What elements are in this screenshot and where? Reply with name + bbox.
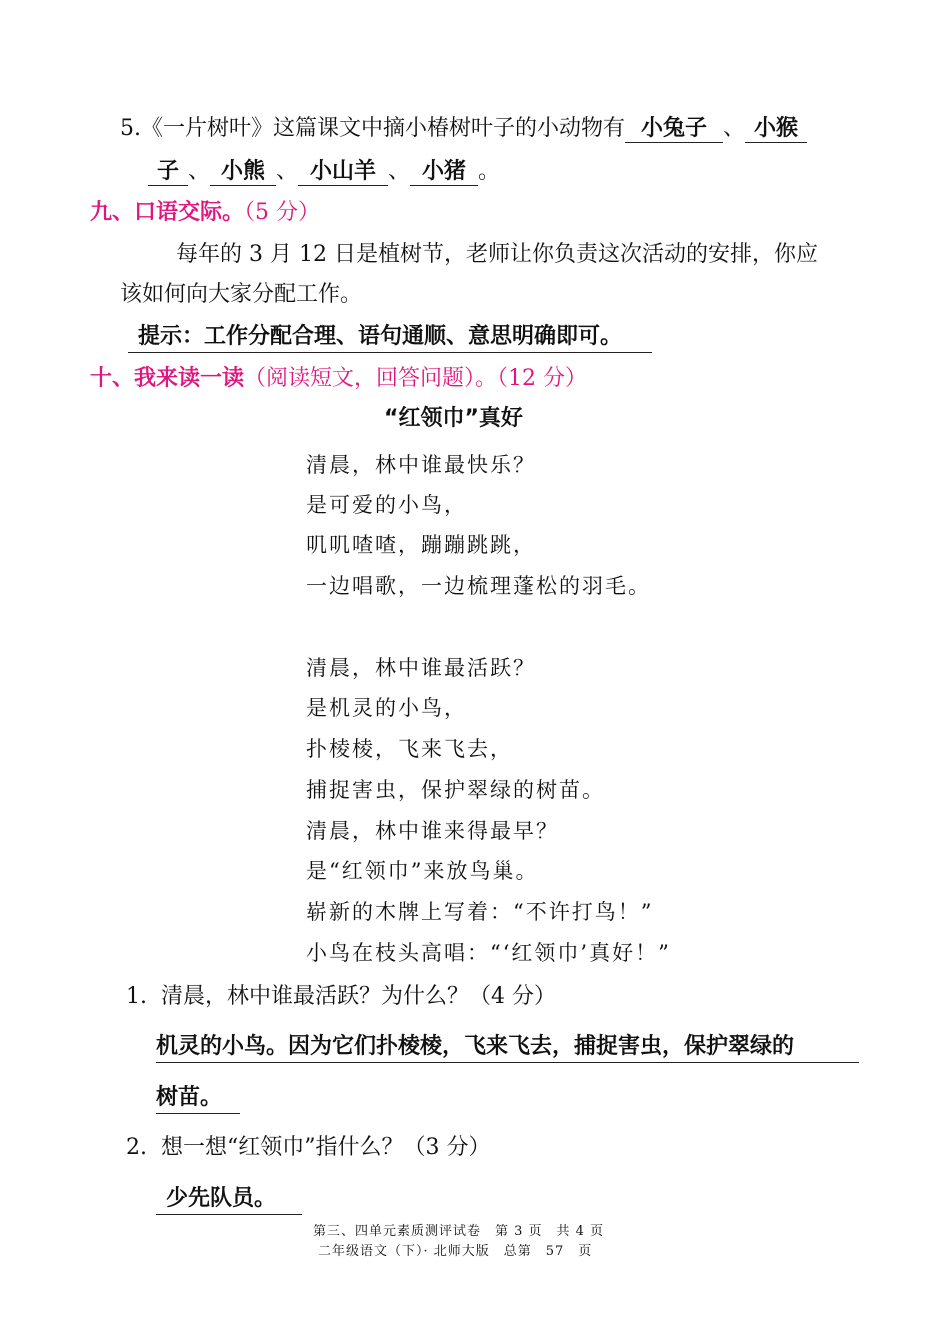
- question-2-answer: 少先队员。: [156, 1184, 302, 1215]
- poem-line: 叽叽喳喳，蹦蹦跳跳，: [306, 533, 536, 557]
- q5-blank-3: 小熊: [210, 159, 276, 186]
- q5-separator: 、: [723, 116, 746, 141]
- poem-title: “红领巾”真好: [384, 406, 523, 431]
- question-2-number: 2.: [126, 1135, 147, 1160]
- question-1-number: 1.: [126, 984, 147, 1009]
- poem-line: 扑棱棱，飞来飞去，: [306, 737, 513, 761]
- poem-line: 是“红领巾”来放鸟巢。: [306, 859, 539, 883]
- section-10-subtitle: （阅读短文，回答问题）。（12 分）: [244, 366, 588, 391]
- poem-line: 是可爱的小鸟，: [306, 493, 467, 517]
- poem-line: 一边唱歌，一边梳理蓬松的羽毛。: [306, 574, 651, 598]
- question-1-text: 清晨，林中谁最活跃？为什么？（4 分）: [161, 984, 556, 1009]
- question-1-answer-line1: 机灵的小鸟。因为它们扑棱棱，飞来飞去，捕捉害虫，保护翠绿的: [156, 1032, 859, 1063]
- footer-line1: 第三、四单元素质测评试卷 第 3 页 共 4 页: [313, 1224, 605, 1239]
- question-1-answer-line2: 树苗。: [156, 1083, 240, 1114]
- q5-separator: 、: [188, 159, 211, 184]
- poem-line: 捕捉害虫，保护翠绿的树苗。: [306, 778, 605, 802]
- poem-line: 清晨，林中谁来得最早？: [306, 819, 559, 843]
- q5-line2: [148, 157, 500, 187]
- poem-line: 清晨，林中谁最活跃？: [306, 656, 536, 680]
- section-9-heading: [90, 198, 320, 228]
- q5-prefix: 5.《一片树叶》这篇课文中摘小椿树叶子的小动物有: [120, 116, 625, 141]
- q5-separator: 、: [388, 159, 411, 184]
- section-9-prompt-line2: 该如何向大家分配工作。: [120, 282, 363, 307]
- q5-blank-4: 小山羊: [298, 159, 388, 186]
- poem-line: 崭新的木牌上写着：“不许打鸟！”: [306, 900, 654, 924]
- section-9-score: （5 分）: [244, 200, 321, 225]
- section-9-prompt-line1: 每年的 3 月 12 日是植树节，老师让你负责这次活动的安排，你应: [176, 242, 818, 267]
- q5-line1: [120, 114, 807, 144]
- footer-line2: 二年级语文（下）· 北师大版 总第 57 页: [318, 1244, 593, 1259]
- q5-blank-2: 小猴: [745, 116, 807, 143]
- section-9-answer: 提示：工作分配合理、语句通顺、意思明确即可。: [128, 322, 652, 353]
- q5-blank-5: 小猪: [410, 159, 478, 186]
- question-1: [126, 982, 556, 1012]
- section-10-heading: [90, 364, 587, 394]
- question-2: [126, 1133, 491, 1163]
- poem-line: 是机灵的小鸟，: [306, 696, 467, 720]
- q5-blank-2-continued: 子: [148, 159, 188, 186]
- q5-end: 。: [478, 159, 501, 184]
- q5-blank-1: 小兔子: [625, 116, 723, 143]
- question-2-text: 想一想“红领巾”指什么？（3 分）: [161, 1135, 491, 1160]
- poem-line: 清晨，林中谁最快乐？: [306, 453, 536, 477]
- q5-separator: 、: [276, 159, 299, 184]
- section-10-title: 十、我来读一读: [90, 366, 245, 391]
- section-9-title: 九、口语交际。: [90, 200, 245, 225]
- poem-line: 小鸟在枝头高唱：“‘红领巾’真好！”: [306, 941, 671, 965]
